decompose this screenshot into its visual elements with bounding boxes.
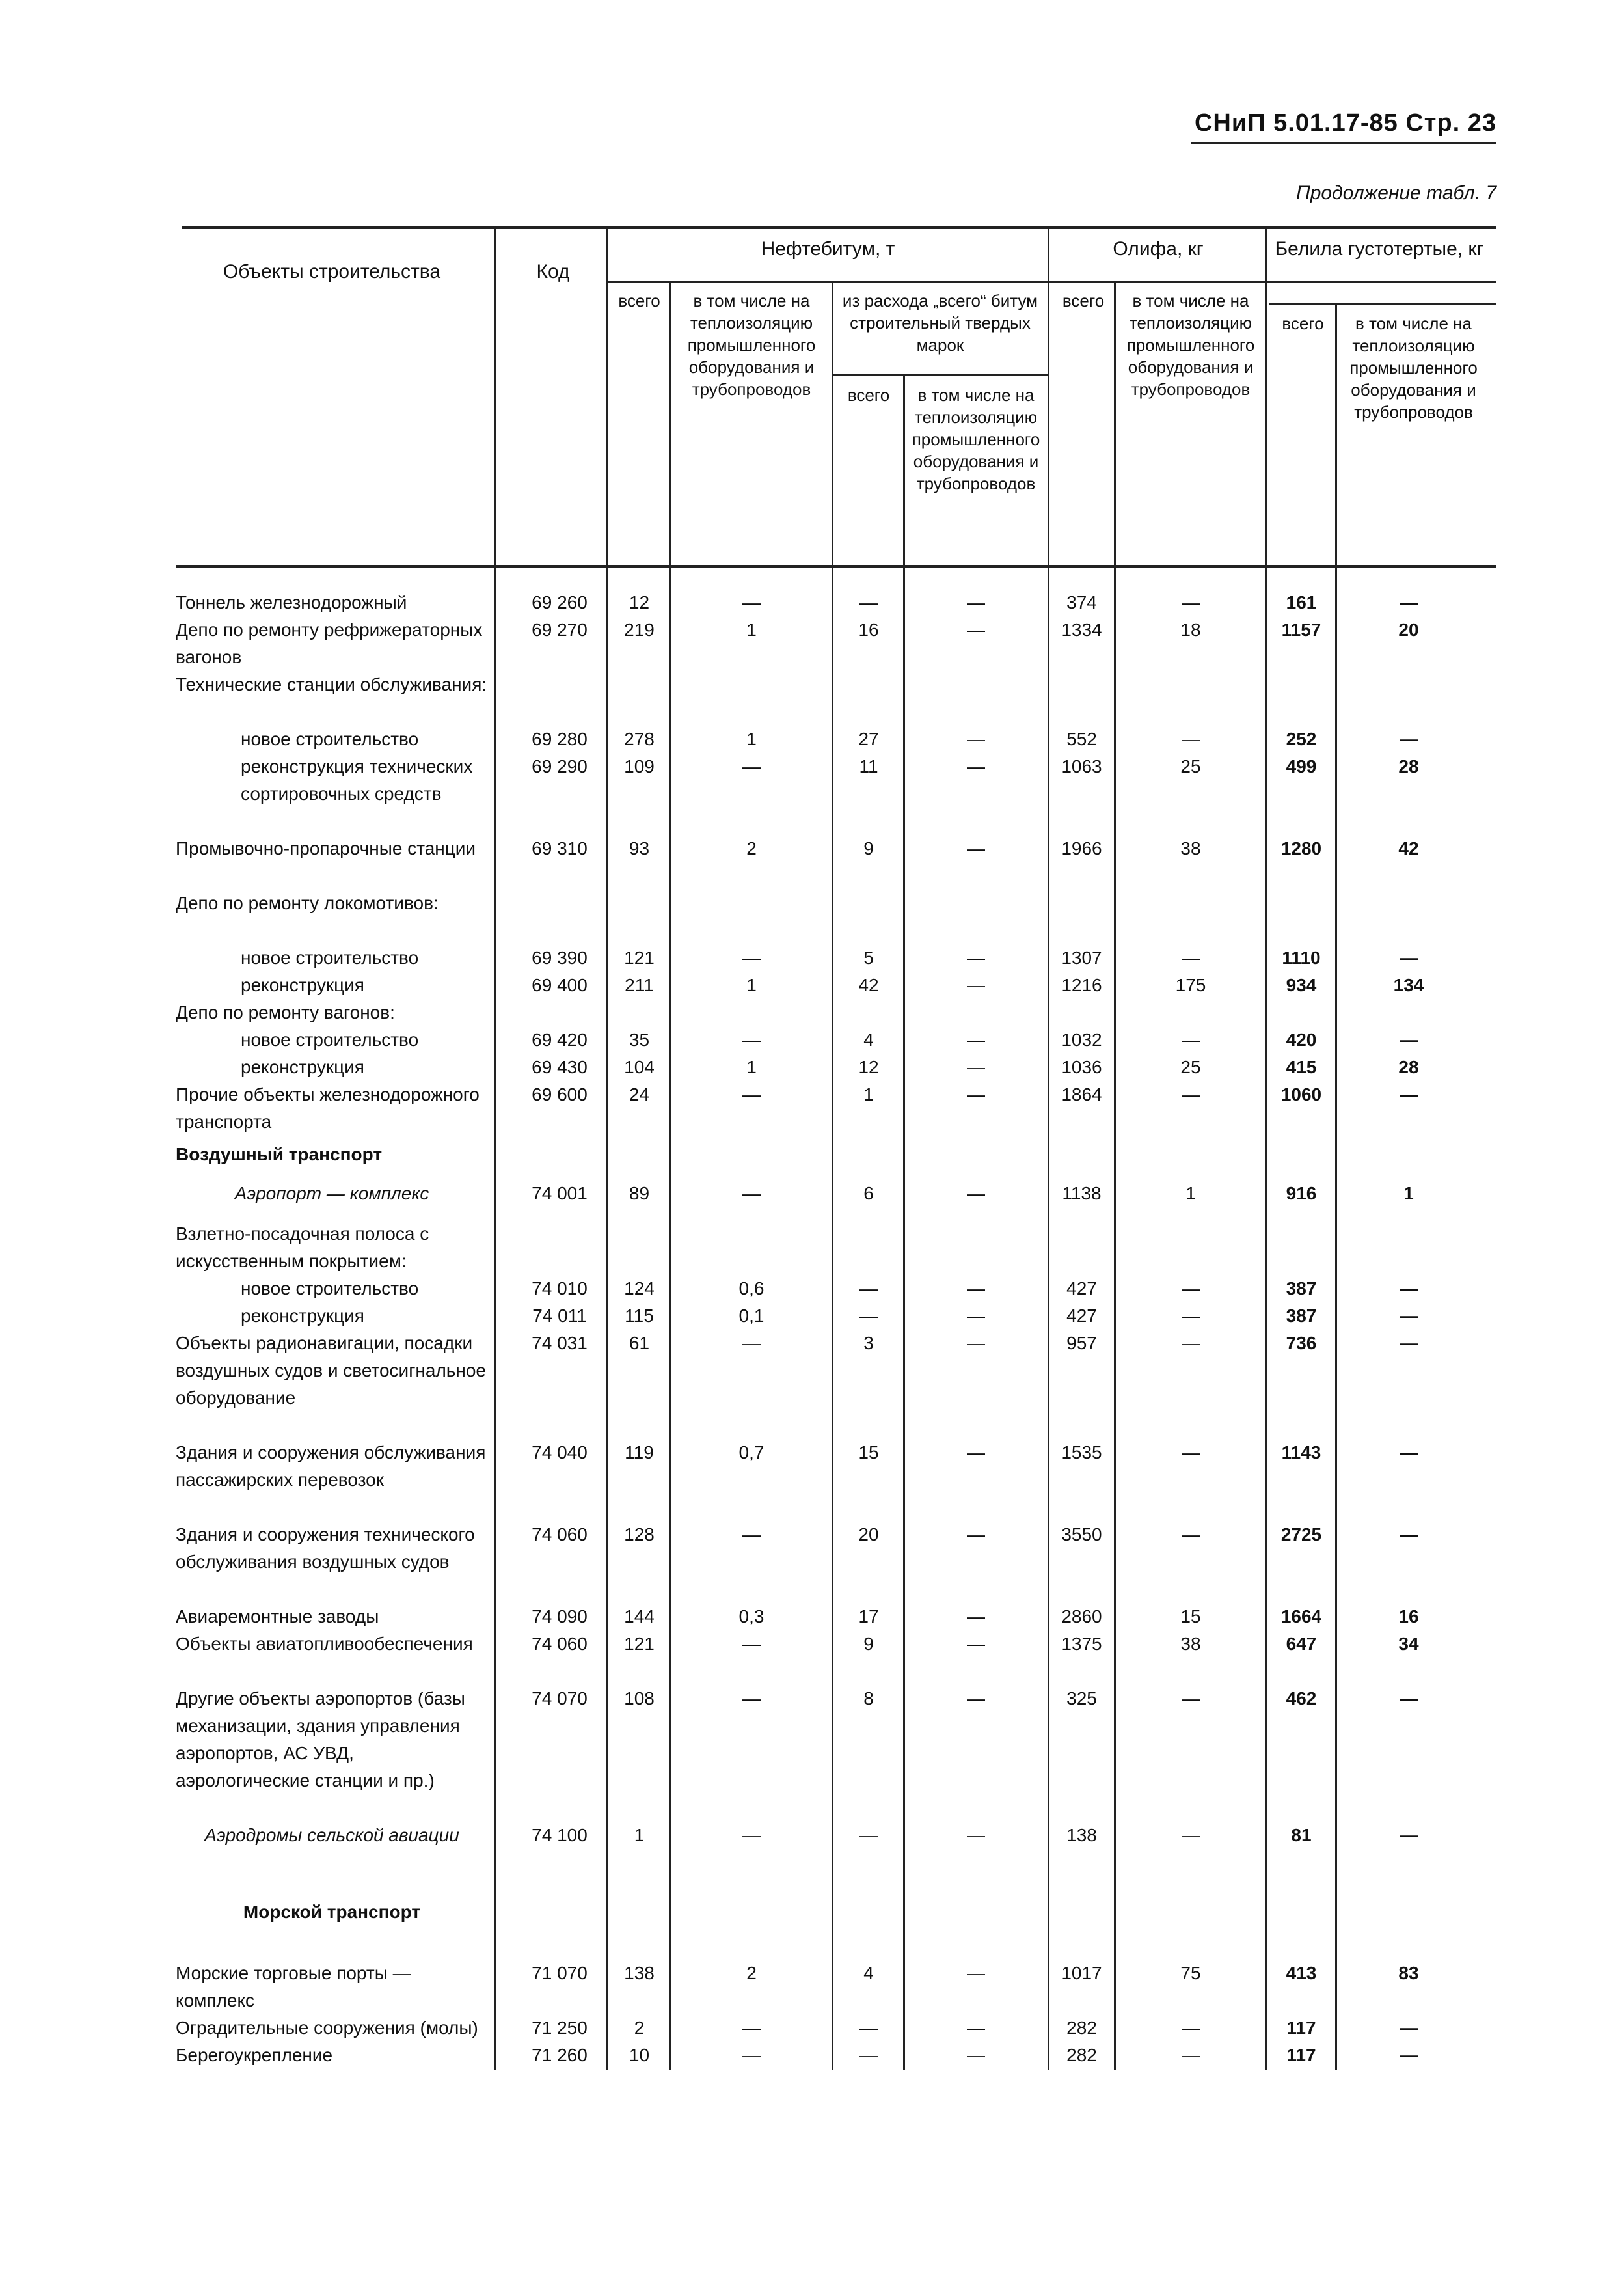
col-oil-total: всего <box>1062 291 1105 310</box>
document-reference: СНиП 5.01.17-85 Стр. 23 <box>1194 109 1496 137</box>
col-code: Код <box>536 261 570 282</box>
vrule-hard <box>832 281 833 2070</box>
col-hard-total: всего <box>847 385 890 405</box>
header-rule-level2 <box>608 281 1496 283</box>
table-top-rule <box>182 226 1496 229</box>
vrule-oil <box>1048 228 1049 2070</box>
vrule-code <box>494 228 496 2070</box>
col-bitumen: Нефтебитум, т <box>761 238 895 260</box>
col-paint: Белила густотертые, кг <box>1275 238 1484 260</box>
header-underline <box>1191 142 1496 144</box>
col-bitumen-insulation: в том числе на теплоизоляцию промышленного оборудования и трубопроводов <box>687 291 816 399</box>
continuation-note: Продолжение табл. 7 <box>1296 182 1496 204</box>
header-rule-paint <box>1269 303 1496 305</box>
col-hard-insulation: в том числе на теплоизоляцию промышленного оборудования и трубопроводов <box>912 385 1040 493</box>
col-paint-insulation: в том числе на теплоизоляцию промышленного оборудования и трубопроводов <box>1349 314 1478 422</box>
vrule-bitumen <box>606 228 608 2070</box>
col-paint-total: всего <box>1282 314 1324 333</box>
col-bitumen-hard: из расхода „всего“ битум строительный твердых марок <box>842 291 1038 355</box>
vrule-oil-ins <box>1114 281 1116 2070</box>
col-objects: Объекты строительства <box>223 261 441 282</box>
vrule-bitumen-ins <box>669 281 671 2070</box>
header-rule-hard <box>833 374 1048 376</box>
col-oil-insulation: в том числе на теплоизоляцию промышленного оборудования и трубопроводов <box>1126 291 1255 399</box>
vrule-paint <box>1265 228 1267 2070</box>
col-bitumen-total: всего <box>618 291 660 310</box>
col-oil: Олифа, кг <box>1113 238 1204 260</box>
table-header-bottom-rule <box>176 565 1496 568</box>
